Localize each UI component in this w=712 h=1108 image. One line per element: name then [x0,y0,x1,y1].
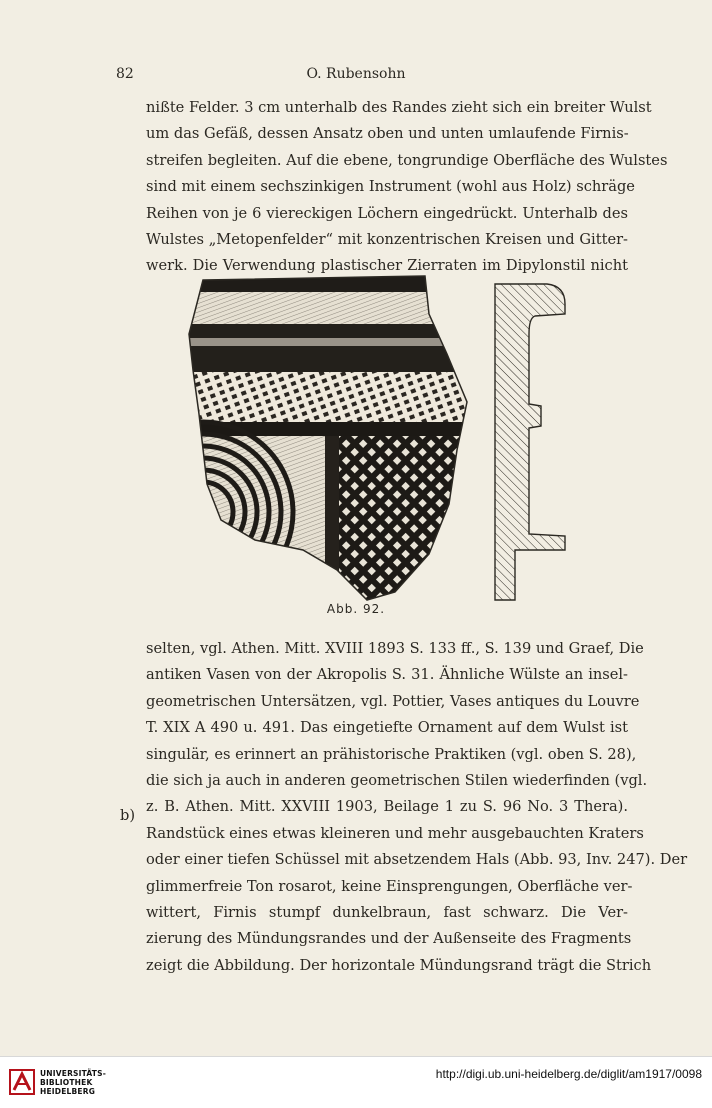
text-line: zeigt die Abbildung. Der horizontale Mündungsrand trägt die Strich [146,956,652,974]
text-line: T. XIX A 490 u. 491. Das eingetiefte Ornament auf dem Wulst ist [146,719,628,737]
text-line: singulär, es erinnert an prähistorische Praktiken (vgl. oben S. 28), [146,745,637,763]
text-line: antiken Vasen von der Akropolis S. 31. Ähnliche Wülste an insel- [146,666,628,684]
page-number: 82 [116,66,134,82]
logo-line: UNIVERSITÄTS- [40,1069,107,1078]
text-line: sind mit einem sechszinkigen Instrument (wohl aus Holz) schräge [146,178,635,196]
text-line: zierung des Mündungsrandes und der Außenseite des Fragments [146,930,632,948]
permalink-url[interactable]: http://digi.ub.uni-heidelberg.de/diglit/am1917/0098 [435,1067,702,1081]
text-line: glimmerfreie Ton rosarot, keine Einsprengungen, Oberfläche ver- [146,877,633,895]
paragraph-1 [146,95,668,280]
text-line: Randstück eines etwas kleineren und mehr ausgebauchten Kraters [146,824,644,842]
figure-caption: Abb. 92. [326,602,386,616]
text-line: werk. Die Verwendung plastischer Zierraten im Dipylonstil nicht [146,257,628,275]
running-head: O. Rubensohn [306,66,406,82]
text-line: Wulstes „Metopenfelder“ mit konzentrischen Kreisen und Gitter- [146,230,628,248]
text-line: streifen begleiten. Auf die ebene, tongrundige Oberfläche des Wulstes [146,151,668,169]
page-header [0,66,712,86]
profile-section [495,284,565,600]
text-line: wittert, Firnis stumpf dunkelbraun, fast schwarz. Die Ver- [146,903,628,921]
paragraph-2 [146,636,688,979]
text-line: Reihen von je 6 viereckigen Löchern eingedrückt. Unterhalb des [146,204,628,222]
text-line: selten, vgl. Athen. Mitt. XVIII 1893 S. 133 ff., S. 139 und Graef, Die [146,640,644,657]
logo-line: BIBLIOTHEK [40,1078,93,1087]
text-line: um das Gefäß, dessen Ansatz oben und unten umlaufende Firnis- [146,125,629,143]
list-marker-b: b) [120,807,136,824]
text-line: geometrischen Untersätzen, vgl. Pottier, Vases antiques du Louvre [146,692,640,710]
library-logo-icon [8,1066,38,1098]
text-line: oder einer tiefen Schüssel mit absetzendem Hals (Abb. 93, Inv. 247). Der [146,851,688,869]
library-logo-text [40,1069,106,1096]
text-line: die sich ja auch in anderen geometrischen Stilen wiederfinden (vgl. [146,771,648,789]
sherd-illustration [185,274,585,604]
library-footer [0,1056,712,1108]
figure-abb-92 [185,274,585,604]
text-line: nißte Felder. 3 cm unterhalb des Randes zieht sich ein breiter Wulst [146,99,652,116]
logo-line: HEIDELBERG [40,1087,96,1096]
text-line: z. B. Athen. Mitt. XXVIII 1903, Beilage 1 zu S. 96 No. 3 Thera). [146,798,628,816]
